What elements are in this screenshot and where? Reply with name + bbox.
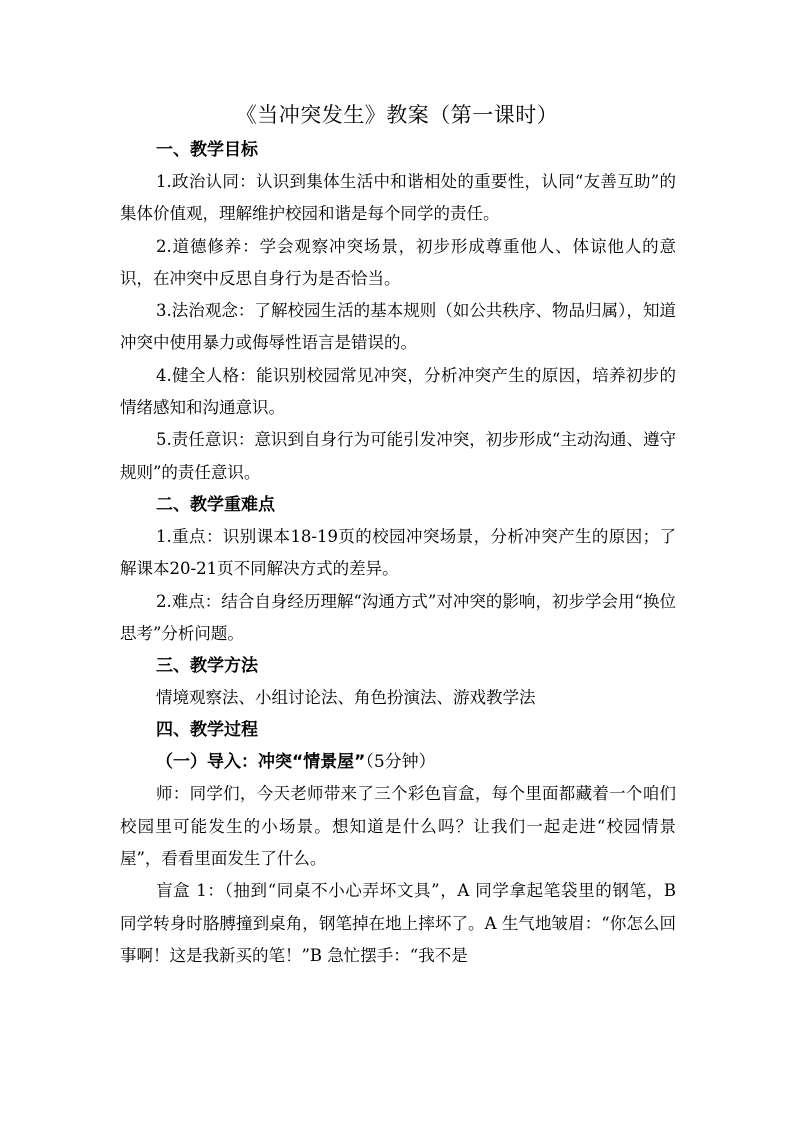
section-heading-objectives: 一、教学目标 [156,140,258,160]
paragraph-objective-5: 5.责任意识：意识到自身行为可能引发冲突，初步形成“主动沟通、遵守规则”的责任意识。 [120,430,676,482]
paragraph-methods: 情境观察法、小组讨论法、角色扮演法、游戏教学法 [156,688,536,708]
section-heading-key-points: 二、教学重难点 [156,494,275,515]
section-heading-methods: 三、教学方法 [156,656,258,677]
paragraph-objective-2: 2.道德修养：学会观察冲突场景，初步形成尊重他人、体谅他人的意识，在冲突中反思自身行为是否恰当。 [120,236,676,288]
document-title: 《当冲突发生》教案（第一课时） [235,103,559,127]
paragraph-key-point: 1.重点：识别课本18-19页的校园冲突场景，分析冲突产生的原因；了解课本20-21页不同解决方式的差异。 [120,526,676,579]
paragraph-teacher-intro: 师：同学们，今天老师带来了三个彩色盲盒，每个里面都藏着一个咱们校园里可能发生的小场景。想知道是什么吗？让我们一起走进“校园情景屋”，看看里面发生了什么。 [120,784,676,869]
subsection-heading-text: （一）导入：冲突“情景屋” [156,752,366,773]
subsection-heading-intro [120,746,676,778]
section-heading-process: 四、教学过程 [156,720,258,741]
paragraph-objective-3: 3.法治观念：了解校园生活的基本规则（如公共秩序、物品归属），知道冲突中使用暴力或侮辱性语言是错误的。 [120,301,676,353]
paragraph-blind-box-1: 盲盒 1：（抽到“同桌不小心弄坏文具”，A 同学拿起笔袋里的钢笔，B 同学转身时胳膊撞到桌角，钢笔掉在地上摔坏了。A 生气地皱眉：“你怎么回事啊！这是我新买的笔！”B 急忙摆手：“我不是 [120,881,676,965]
subsection-duration: （5分钟） [365,752,436,773]
document-body [120,134,676,972]
paragraph-objective-4: 4.健全人格：能识别校园常见冲突，分析冲突产生的原因，培养初步的情绪感知和沟通意识。 [120,365,676,418]
paragraph-difficult-point: 2.难点：结合自身经历理解“沟通方式”对冲突的影响，初步学会用“换位思考”分析问题。 [120,591,676,643]
paragraph-objective-1: 1.政治认同：认识到集体生活中和谐相处的重要性，认同“友善互助”的集体价值观，理解维护校园和谐是每个同学的责任。 [120,172,676,224]
